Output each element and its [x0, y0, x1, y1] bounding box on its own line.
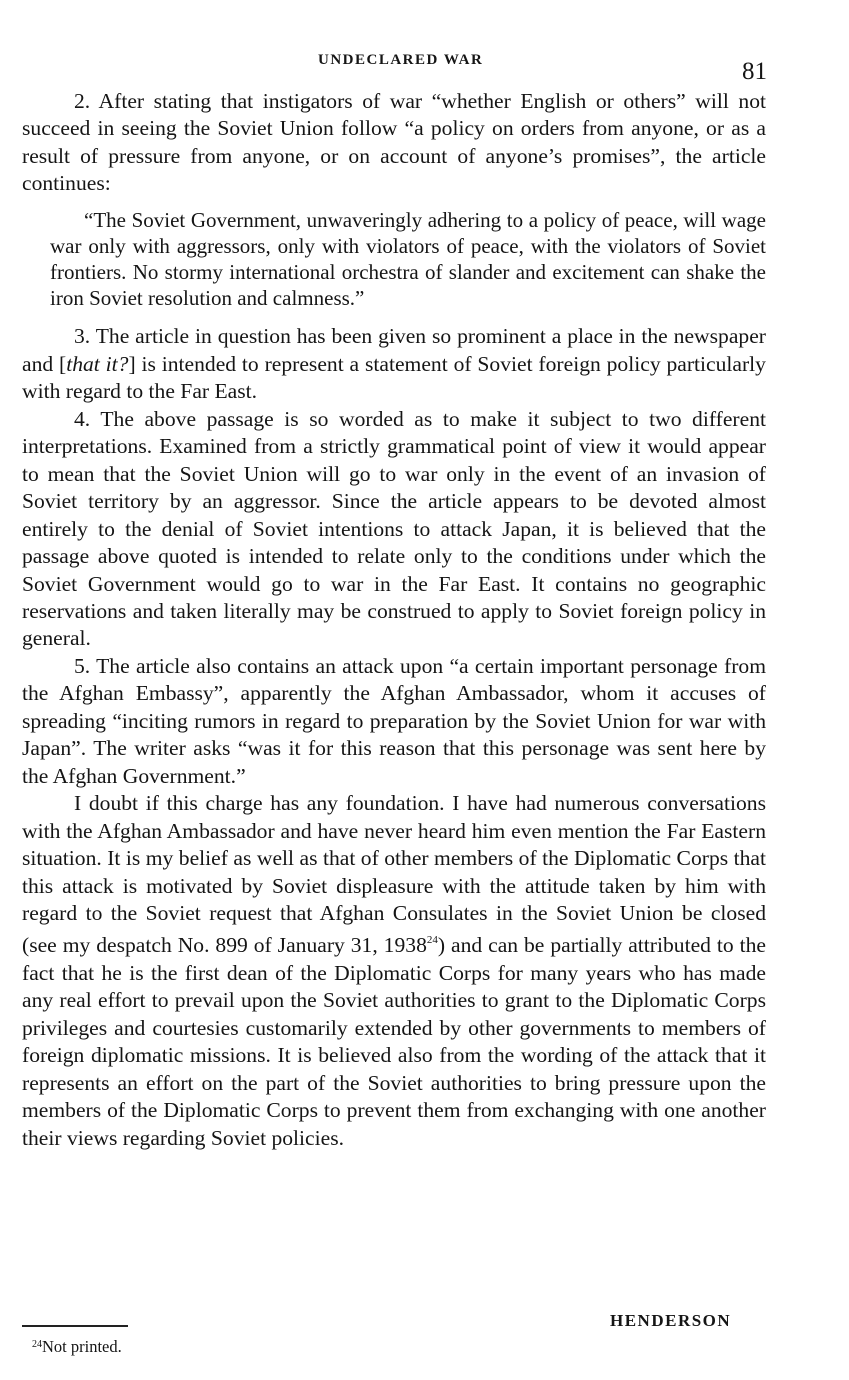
paragraph-6 — [22, 790, 766, 1152]
block-quote: “The Soviet Government, unwaveringly adhering to a policy of peace, will wage war only with aggressors, only with violators of peace, with the violators of Soviet frontiers. No stormy international orchestra of slander and excitement can shake the iron Soviet resolution and calmness.” — [50, 207, 766, 310]
footnote-marker: 24 — [32, 1339, 42, 1350]
paragraph-4: 4. The above passage is so worded as to make it subject to two different interpretations. Examined from a strictly grammatical point of view it would appear to mean that the Soviet Union will go to war only in the event of an invasion of Soviet territory by an aggressor. Since the article appears to be devoted almost entirely to the denial of Soviet intentions to attack Japan, it is believed that the passage above quoted is intended to relate only to the conditions under which the Soviet Government would go to war in the Far East. It contains no geographic reservations and taken literally may be construed to apply to Soviet foreign policy in general. — [22, 406, 766, 651]
paragraph-3-text-start: 3. The article in question has been given so prominent a place in the newspaper and [ — [22, 324, 766, 376]
footnote — [32, 1337, 122, 1357]
footnote-reference: 24 — [426, 934, 438, 947]
paragraph-3 — [22, 323, 766, 405]
footnote-divider — [22, 1325, 128, 1327]
page-number: 81 — [742, 58, 767, 85]
paragraph-3-italic: that it? — [66, 351, 129, 376]
paragraph-6-text-end: ) and can be partially attributed to the fact that he is the first dean of the Diplomatic Corps for many years who has made any real effort to prevail upon the Soviet authorities to grant to the Diplomatic Corps privileges and courtesies customarily extended by other governments to members of foreign diplomatic missions. It is believed also from the wording of the attack that it represents an effort on the part of the Soviet authorities to bring pressure upon the members of the Diplomatic Corps to prevent them from exchanging with one another their views regarding Soviet policies. — [22, 933, 766, 1150]
body-text — [22, 88, 766, 1152]
footnote-text: Not printed. — [42, 1337, 122, 1356]
signature: HENDERSON — [610, 1311, 732, 1330]
paragraph-3-text-end: ] is intended to represent a statement of Soviet foreign policy particularly with regard to the Far East. — [22, 351, 766, 404]
paragraph-5: 5. The article also contains an attack upon “a certain important personage from the Afghan Embassy”, apparently the Afghan Ambassador, whom it accuses of spreading “inciting rumors in regard to preparation by the Soviet Union for war with Japan”. The writer asks “was it for this reason that this personage was sent here by the Afghan Government.” — [22, 653, 766, 788]
running-head: UNDECLARED WAR — [318, 52, 484, 68]
paragraph-6-text-start: I doubt if this charge has any foundation. I have had numerous conversations with the Afghan Ambassador and have never heard him even mention the Far Eastern situation. It is my belief as well as that of other members of the Diplomatic Corps that this attack is motivated by Soviet displeasure with the attitude taken by him with regard to the Soviet request that Afghan Consulates in the Soviet Union be closed (see my despatch No. 899 of January 31, 1938 — [22, 791, 766, 958]
paragraph-2: 2. After stating that instigators of war “whether English or others” will not succeed in seeing the Soviet Union follow “a policy on orders from anyone, or as a result of pressure from anyone, or on account of anyone’s promises”, the article continues: — [22, 89, 766, 196]
